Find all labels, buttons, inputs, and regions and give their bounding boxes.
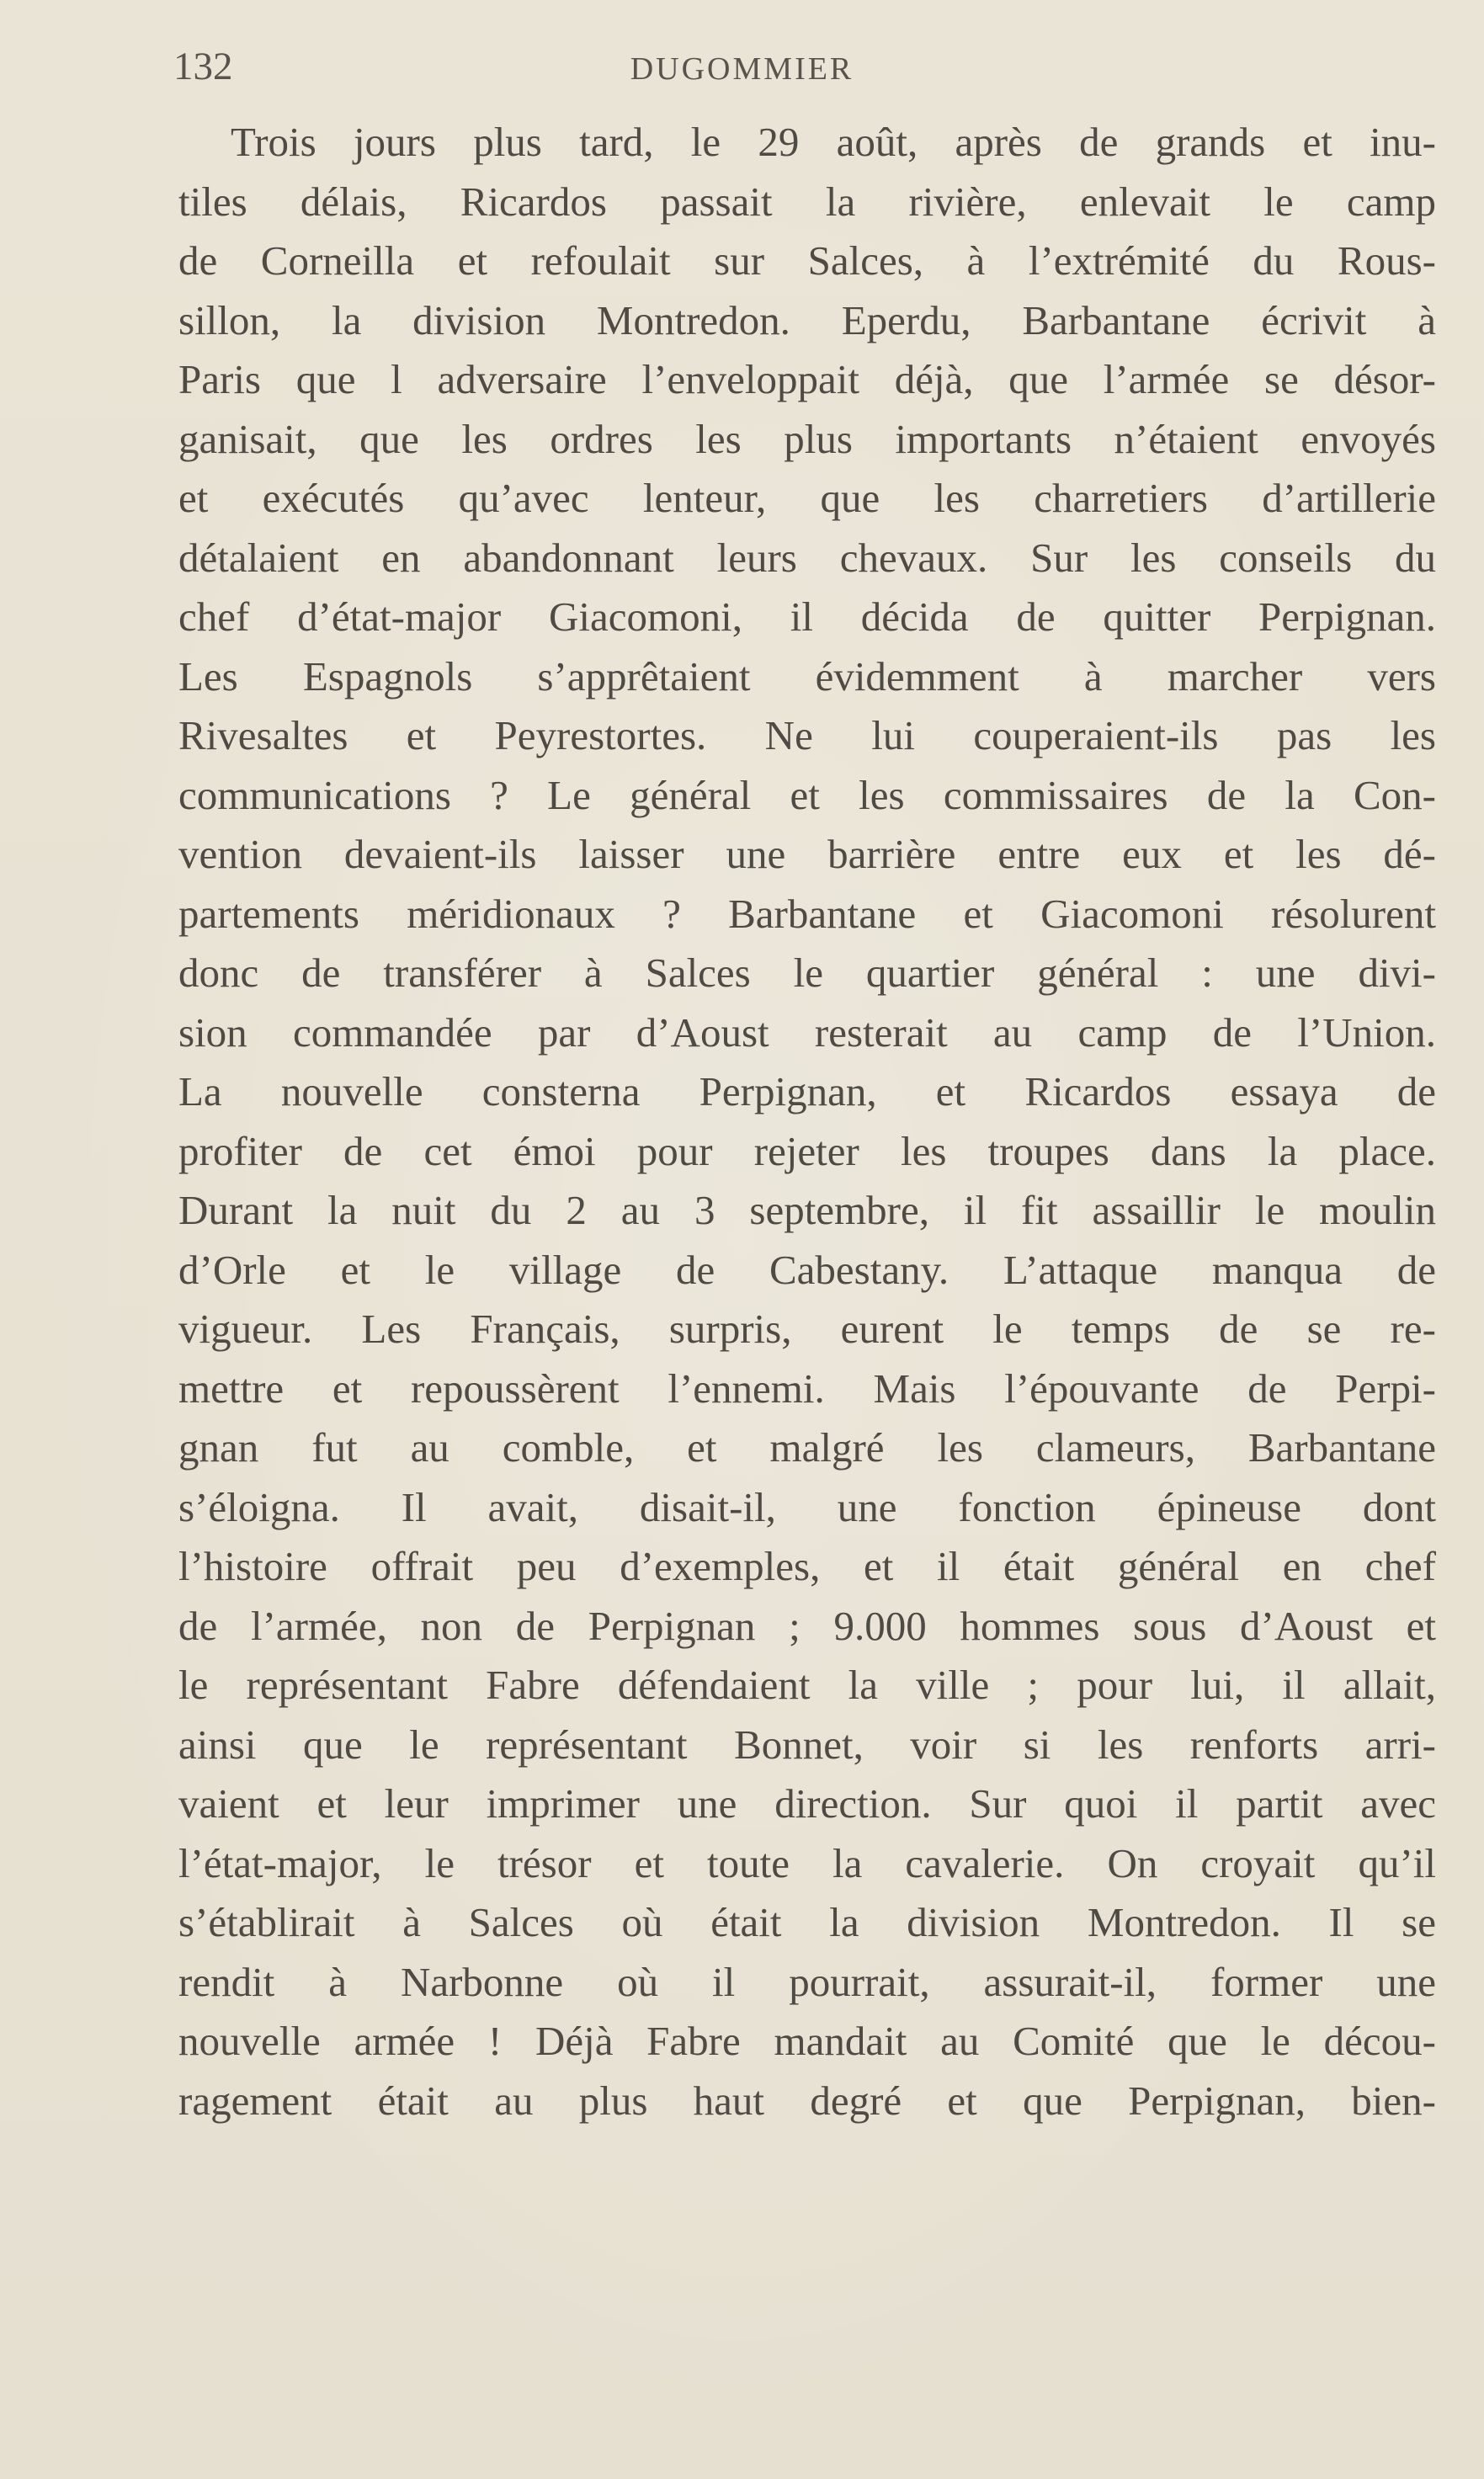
text-line: l’histoire offrait peu d’exemples, et il était général en chef [178, 1543, 1436, 1589]
text-line: donc de transférer à Salces le quartier général : une divi- [178, 950, 1436, 996]
text-line: communications ? Le général et les commissaires de la Con- [178, 771, 1436, 818]
text-line: de l’armée, non de Perpignan ; 9.000 hommes sous d’Aoust et [178, 1602, 1436, 1649]
text-line: vigueur. Les Français, surpris, eurent le temps de se re- [178, 1306, 1436, 1352]
text-line: Rivesaltes et Peyrestortes. Ne lui couperaient-ils pas les [178, 712, 1436, 758]
text-line: rendit à Narbonne où il pourrait, assurait-il, former une [178, 1958, 1436, 2005]
text-line: Durant la nuit du 2 au 3 septembre, il fit assaillir le moulin [178, 1187, 1436, 1233]
text-line: chef d’état-major Giacomoni, il décida de quitter Perpignan. [178, 593, 1436, 640]
text-line: sion commandée par d’Aoust resterait au camp de l’Union. [178, 1008, 1436, 1056]
text-line: gnan fut au comble, et malgré les clameurs, Barbantane [178, 1424, 1436, 1471]
page-header [0, 44, 1484, 94]
text-line: partements méridionaux ? Barbantane et Giacomoni résolurent [178, 890, 1436, 937]
text-line: s’établirait à Salces où était la division Montredon. Il se [178, 1899, 1436, 1945]
text-line: Paris que l adversaire l’enveloppait déjà, que l’armée se désor- [178, 356, 1436, 402]
text-line: Les Espagnols s’apprêtaient évidemment à marcher vers [178, 652, 1436, 700]
text-line: l’état-major, le trésor et toute la cavalerie. On croyait qu’il [178, 1839, 1436, 1886]
text-line: détalaient en abandonnant leurs chevaux. Sur les conseils du [178, 534, 1436, 581]
text-line: nouvelle armée ! Déjà Fabre mandait au Comité que le décou- [178, 2018, 1436, 2064]
text-line: La nouvelle consterna Perpignan, et Ricardos essaya de [178, 1068, 1436, 1114]
text-line: s’éloigna. Il avait, disait-il, une fonction épineuse dont [178, 1483, 1436, 1530]
body-text [178, 113, 1436, 2131]
text-line: tiles délais, Ricardos passait la rivière, enlevait le camp [178, 178, 1436, 225]
text-line: d’Orle et le village de Cabestany. L’attaque manqua de [178, 1246, 1436, 1293]
text-line: de Corneilla et refoulait sur Salces, à l’extrémité du Rous- [178, 237, 1436, 284]
text-line: Trois jours plus tard, le 29 août, après de grands et inu- [231, 119, 1436, 165]
running-head: DUGOMMIER [630, 51, 854, 87]
page-number: 132 [173, 45, 233, 88]
text-line: ragement était au plus haut degré et que Perpignan, bien- [178, 2077, 1436, 2124]
text-line: ganisait, que les ordres les plus importants n’étaient envoyés [178, 415, 1436, 462]
text-line: profiter de cet émoi pour rejeter les troupes dans la place. [178, 1127, 1436, 1174]
text-line: vaient et leur imprimer une direction. Sur quoi il partit avec [178, 1780, 1436, 1827]
text-line: sillon, la division Montredon. Eperdu, Barbantane écrivit à [178, 296, 1436, 343]
text-line: le représentant Fabre défendaient la ville ; pour lui, il allait, [178, 1662, 1436, 1708]
text-line: et exécutés qu’avec lenteur, que les charretiers d’artillerie [178, 475, 1436, 521]
text-line: ainsi que le représentant Bonnet, voir si les renforts arri- [178, 1721, 1436, 1768]
text-line: mettre et repoussèrent l’ennemi. Mais l’épouvante de Perpi- [178, 1365, 1436, 1412]
text-line: vention devaient-ils laisser une barrière entre eux et les dé- [178, 831, 1436, 877]
